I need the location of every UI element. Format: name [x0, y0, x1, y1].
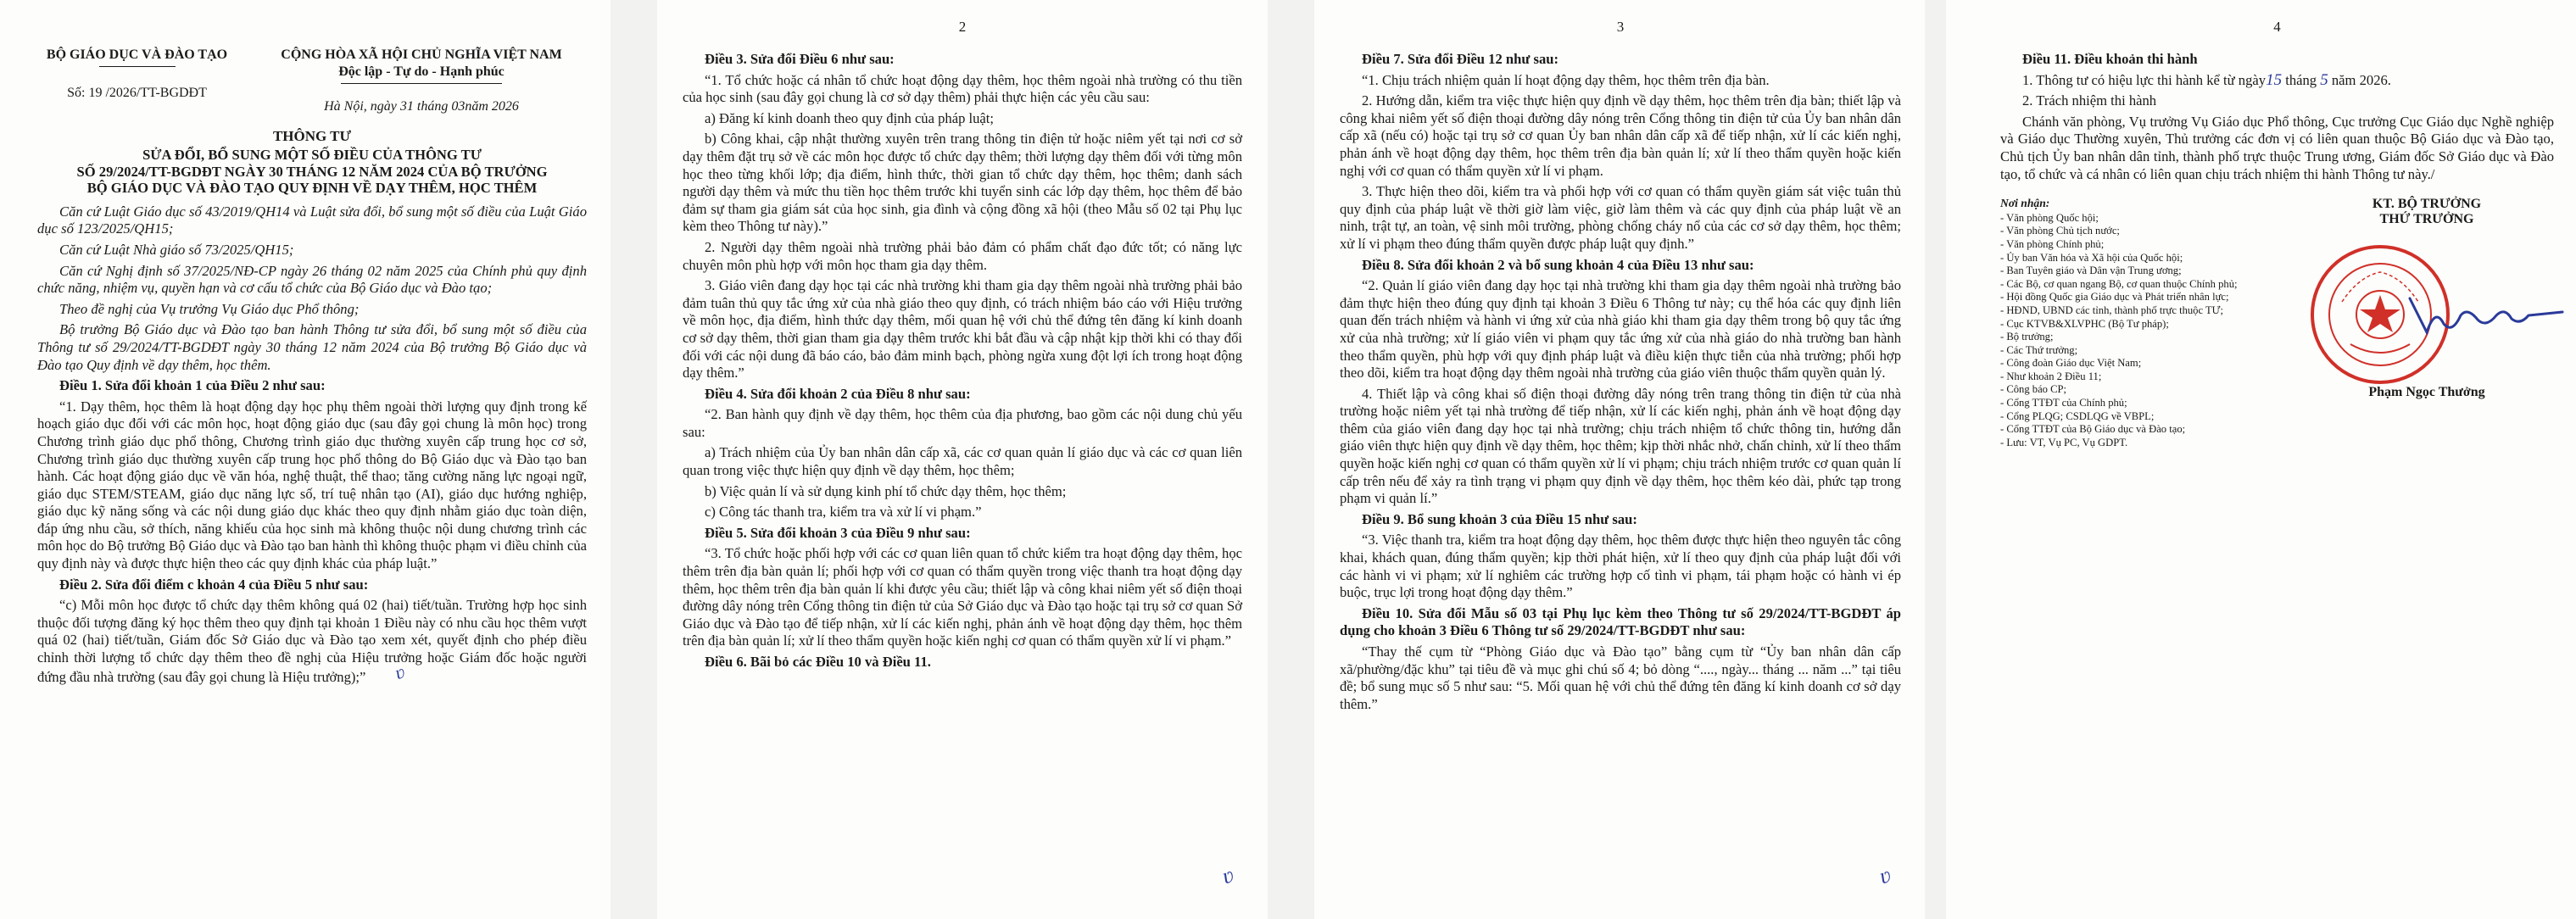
article-text: c) Công tác thanh tra, kiểm tra và xử lí vi phạm.”: [705, 504, 982, 521]
initial-mark: ʋ: [1876, 861, 1895, 889]
handwritten-day: 15: [2266, 70, 2283, 89]
article-heading: Điều 5. Sửa đổi khoản 3 của Điều 9 như sau:: [705, 524, 971, 541]
article-text: 3. Giáo viên đang dạy học tại các nhà trường khi tham gia dạy thêm ngoài nhà trường phải bảo đảm tuân thủ quy tắc ứng xử của nhà giáo theo quy định, có trách nhiệm báo cáo với Hiệu trưởng về môn học, địa điểm, hình thức dạy thêm, mối quan hệ với chủ thể đứng tên đăng kí kinh doanh cơ sở dạy thêm, thời gian tham gia dạy thêm trước khi bắt đầu và cập nhật kịp thời khi có thay đổi đối với các nội dung đã báo cáo, bảo đảm minh bạch, phòng ngừa xung đột lợi ích trong hoạt động dạy thêm.”: [683, 277, 1242, 382]
recipient-item: - Cổng PLQG; CSDLQG về VBPL;: [2000, 409, 2155, 422]
recipient-item: - Cổng TTĐT của Bộ Giáo dục và Đào tạo;: [2000, 423, 2186, 436]
article-heading: Điều 8. Sửa đổi khoản 2 và bổ sung khoản 4 của Điều 13 như sau:: [1362, 256, 1754, 273]
article-text: “1. Chịu trách nhiệm quản lí hoạt động dạy thêm, học thêm trên địa bàn.: [1362, 71, 1770, 88]
page-3: [1314, 0, 1925, 919]
legal-basis: Theo đề nghị của Vụ trưởng Vụ Giáo dục Phổ thông;: [59, 300, 360, 317]
enactment-clause: Bộ trưởng Bộ Giáo dục và Đào tạo ban hành Thông tư sửa đổi, bổ sung một số điều của Thông tư số 29/2024/TT-BGDĐT ngày 30 tháng 12 năm 2024 của Bộ trưởng Bộ Giáo dục và Đào tạo Quy định về dạy thêm, học thêm.: [37, 321, 587, 373]
initial-mark: ʋ: [1218, 861, 1238, 889]
recipient-item: - Các Thứ trưởng;: [2000, 343, 2078, 356]
page-number: 2: [958, 19, 967, 35]
issuer-block: [37, 47, 237, 114]
article-text: b) Công khai, cập nhật thường xuyên trên trang thông tin điện tử hoặc niêm yết tại nơi cơ sở dạy thêm đặt trụ sở về các môn học được tổ chức dạy thêm; thời lượng dạy thêm đối với từng môn học theo từng khối lớp; địa điểm, hình thức, thời gian tổ chức dạy thêm, học thêm; danh sách người dạy thêm và mức thu tiền học thêm trước khi tuyển sinh các lớp dạy thêm, học thêm để bảo đảm sự tham gia giám sát của học sinh, gia đình và cộng đồng xã hội (theo Mẫu số 02 tại Phụ lục kèm theo Thông tư này).”: [683, 131, 1242, 235]
recipient-item: - Bộ trưởng;: [2000, 331, 2054, 343]
nation-name: CỘNG HÒA XÃ HỘI CHỦ NGHĨA VIỆT NAM: [281, 47, 562, 62]
handwritten-signature: [2401, 281, 2571, 349]
page-number: 3: [1616, 19, 1625, 35]
article-text: 2. Người dạy thêm ngoài nhà trường phải bảo đảm có phẩm chất đạo đức tốt; có năng lực chuyên môn phù hợp với môn học tham gia dạy thêm.: [683, 238, 1242, 273]
article-text: [37, 597, 587, 686]
title-line: SỬA ĐỔI, BỔ SUNG MỘT SỐ ĐIỀU CỦA THÔNG TƯ: [142, 147, 482, 163]
signature-area: [2000, 197, 2554, 449]
recipient-item: - Văn phòng Quốc hội;: [2000, 211, 2099, 224]
page-2: [657, 0, 1268, 919]
page-1: [0, 0, 611, 919]
article-text: Chánh văn phòng, Vụ trưởng Vụ Giáo dục Phổ thông, Cục trưởng Cục Giáo dục Nghề nghiệp và Giáo dục Thường xuyên, Thủ trưởng các đơn vị có liên quan thuộc Bộ Giáo dục và Đào tạo, Chủ tịch Ủy ban nhân dân tỉnh, thành phố trực thuộc Trung ương, Giám đốc Sở Giáo dục và Đào tạo, tổ chức và cá nhân có liên quan chịu trách nhiệm thi hành Thông tư này./: [2000, 113, 2554, 182]
article-text: 2. Hướng dẫn, kiểm tra việc thực hiện quy định về dạy thêm, học thêm trên địa bàn; thiết lập và công khai niêm yết số điện thoại đường dây nóng trên Cổng thông tin điện tử của Ủy ban nhân dân cấp xã (nếu có) hoặc tại trụ sở cơ quan Ủy ban nhân dân cấp xã để tiếp nhận, xử lí các kiến nghị, phản ánh về hoạt động dạy thêm, học thêm trên địa bàn quản lí; xử lí theo thẩm quyền hoặc kiến nghị với cơ quan có thẩm quyền xử lí vi phạm.: [1340, 92, 1901, 179]
document-number: Số: 19 /2026/TT-BGDĐT: [67, 86, 207, 100]
initial-mark: ʋ: [392, 660, 408, 683]
recipient-item: - Ủy ban Văn hóa và Xã hội của Quốc hội;: [2000, 251, 2183, 264]
article-text: “2. Ban hành quy định về dạy thêm, học thêm của địa phương, bao gồm các nội dung chủ yếu sau:: [683, 406, 1242, 440]
article-text: [2000, 72, 2554, 90]
article-text: b) Việc quản lí và sử dụng kinh phí tổ chức dạy thêm, học thêm;: [705, 482, 1067, 499]
article-text: “Thay thế cụm từ “Phòng Giáo dục và Đào tạo” bằng cụm từ “Ủy ban nhân dân cấp xã/phường/đặc khu” tại tiêu đề và mục ghi chú số 4; bỏ dòng “...., ngày... tháng ... năm ...” tại tiêu đề; bổ sung mục số 5 như sau: “5. Mối quan hệ với chủ thể đứng tên đăng kí kinh doanh cơ sở dạy thêm.”: [1340, 643, 1901, 712]
recipient-item: - Văn phòng Chính phủ;: [2000, 237, 2105, 250]
recipient-item: - Như khoản 2 Điều 11;: [2000, 370, 2102, 382]
article-text: “2. Quản lí giáo viên đang dạy học tại nhà trường khi tham gia dạy thêm ngoài nhà trường bảo đảm thực hiện theo đúng quy định tại khoản 3 Điều 6 Thông tư này; cụ thể hóa các quy định liên quan đến trách nhiệm và hành vi ứng xử của nhà giáo khi tham gia dạy thêm trong bộ quy tắc ứng xử của nhà trường; xử lí giáo viên vi phạm quy tắc ứng xử của nhà giáo do nhà trường ban hành theo thẩm quyền, phù hợp với quy định pháp luật và điều kiện thực tiễn của nhà trường; phối hợp theo dõi, kiểm tra hoạt động dạy thêm ngoài nhà trường của giáo viên thuộc thẩm quyền quản lý.: [1340, 277, 1901, 382]
document-title: [37, 147, 587, 197]
document-header: [37, 47, 587, 114]
signer-title: THỨ TRƯỞNG: [2379, 212, 2474, 227]
issuing-agency: BỘ GIÁO DỤC VÀ ĐÀO TẠO: [46, 47, 228, 62]
article-text-body: “c) Mỗi môn học được tổ chức dạy thêm không quá 02 (hai) tiết/tuần. Trường hợp học sinh thuộc đối tượng đăng ký học thêm theo quy định tại khoản 1 Điều này có nhu cầu học thêm vượt quá 02 (hai) tiết/tuần, Giám đốc Sở Giáo dục và Đào tạo xem xét, quyết định cho phép điều chỉnh thời lượng tổ chức dạy thêm theo đề nghị của Hiệu trưởng hoặc Giám đốc hoặc người đứng đầu nhà trường (sau đây gọi chung là Hiệu trưởng);”: [37, 597, 587, 685]
effective-date-text: tháng: [2282, 71, 2321, 88]
article-heading: Điều 11. Điều khoản thi hành: [2022, 51, 2198, 67]
article-heading: Điều 6. Bãi bỏ các Điều 10 và Điều 11.: [705, 654, 931, 670]
title-line: BỘ GIÁO DỤC VÀ ĐÀO TẠO QUY ĐỊNH VỀ DẠY THÊM, HỌC THÊM: [86, 180, 538, 197]
national-motto: Độc lập - Tự do - Hạnh phúc: [338, 64, 505, 79]
article-heading: Điều 9. Bổ sung khoản 3 của Điều 15 như sau:: [1362, 510, 1637, 527]
page-4: [1946, 0, 2576, 919]
recipient-item: - Ban Tuyên giáo và Dân vận Trung ương;: [2000, 265, 2182, 277]
recipient-item: - HĐND, UBND các tỉnh, thành phố trực thuộc TƯ;: [2000, 304, 2223, 316]
signer-role: KT. BỘ TRƯỞNG: [2372, 197, 2482, 212]
article-text: “3. Việc thanh tra, kiểm tra hoạt động dạy thêm, học thêm được thực hiện theo nguyên tắc công khai, khách quan, đúng thẩm quyền; kịp thời phát hiện, xử lí theo quy định của pháp luật đối với các hành vi vi phạm; xử lí nghiêm các trường hợp cố tình vi phạm, tái phạm hoặc có hành vi ép buộc, trục lợi trong hoạt động dạy thêm.”: [1340, 532, 1901, 601]
recipient-item: - Cổng TTĐT của Chính phủ;: [2000, 397, 2127, 409]
effective-date-text: năm 2026.: [2328, 71, 2391, 88]
recipient-item: - Công đoàn Giáo dục Việt Nam;: [2000, 357, 2142, 370]
recipients-title: Nơi nhận:: [2000, 197, 2050, 210]
handwritten-month: 5: [2320, 70, 2328, 89]
effective-date-text: 1. Thông tư có hiệu lực thi hành kể từ ngày: [2022, 71, 2267, 88]
divider: [341, 83, 502, 84]
page-number: 4: [2273, 19, 2281, 35]
legal-basis: Căn cứ Luật Nhà giáo số 73/2025/QH15;: [59, 241, 294, 258]
article-text: “1. Tổ chức hoặc cá nhân tổ chức hoạt động dạy thêm, học thêm ngoài nhà trường có thu tiền của học sinh (sau đây gọi chung là cơ sở dạy thêm) phải thực hiện các yêu cầu sau:: [683, 71, 1242, 106]
national-header: [256, 47, 587, 114]
article-text: “3. Tổ chức hoặc phối hợp với các cơ quan liên quan tổ chức kiểm tra hoạt động dạy thêm, học thêm trên địa bàn quản lí; phối hợp với cơ quan có thẩm quyền trong việc thanh tra hoạt động dạy thêm, học thêm trên địa bàn quản lí khi được yêu cầu; thiết lập và công khai niêm yết số điện thoại đường dây nóng trên Cổng thông tin điện tử của Sở Giáo dục và Đào tạo hoặc tại trụ sở cơ quan Sở Giáo dục và Đào tạo để tiếp nhận, xử lí các kiến nghị, phản ánh về hoạt động dạy thêm, học thêm trên địa bàn quản lí; xử lí theo thẩm quyền hoặc kiến nghị cơ quan có thẩm quyền xử lí vi phạm.”: [683, 545, 1242, 649]
recipients-list: [2000, 197, 2280, 449]
recipient-item: - Các Bộ, cơ quan ngang Bộ, cơ quan thuộc Chính phủ;: [2000, 277, 2238, 290]
article-text: 4. Thiết lập và công khai số điện thoại đường dây nóng trên trang thông tin điện tử của nhà trường hoặc niêm yết tại nhà trường để tiếp nhận, xử lí các kiến nghị, phản ánh về hoạt động dạy thêm của giáo viên đang dạy học tại nhà trường; chịu trách nhiệm tổ chức thông tin, hướng dẫn giáo viên thực hiện quy định về dạy thêm, học thêm; kịp thời nhắc nhở, chấn chỉnh, xử lí theo thẩm quyền hoặc kiến nghị cơ quan có thẩm quyền xử lí vi phạm; chịu trách nhiệm trước cơ quan quản lí cấp trên nếu để xảy ra tình trạng vi phạm quy định về dạy thêm, học thêm kéo dài, phức tạp trong phạm vi quản lí.”: [1340, 385, 1901, 507]
article-text: 2. Trách nhiệm thi hành: [2022, 92, 2157, 109]
article-heading: Điều 2. Sửa đổi điểm c khoản 4 của Điều 5 như sau:: [59, 576, 369, 593]
article-text: “1. Dạy thêm, học thêm là hoạt động dạy học phụ thêm ngoài thời lượng quy định trong kế hoạch giáo dục đối với các môn học, hoạt động giáo dục (sau đây gọi chung là môn học) trong Chương trình giáo dục phổ thông, Chương trình giáo dục thường xuyên cấp trung học cơ sở, Chương trình giáo dục thường xuyên cấp trung học phổ thông do Bộ Giáo dục và Đào tạo ban hành. Các hoạt động giáo dục về văn hóa, nghệ thuật, thể thao; tăng cường năng lực ngoại ngữ, giáo dục STEM/STEAM, giáo dục năng lực số, trí tuệ nhân tạo (AI), giáo dục hướng nghiệp, giáo dục kỹ năng sống và các nội dung giáo dục khác theo quy định nhằm giáo dục toàn diện, đáp ứng nhu cầu, sở thích, năng khiếu của học sinh mà không thuộc nội dung chương trình các môn học do Bộ trưởng Bộ Giáo dục và Đào tạo ban hành thì không thuộc phạm vi điều chỉnh của quy định này và được thực hiện theo các quy định khác của pháp luật.”: [37, 398, 587, 572]
article-text: a) Đăng kí kinh doanh theo quy định của pháp luật;: [705, 109, 995, 126]
article-text: a) Trách nhiệm của Ủy ban nhân dân cấp xã, các cơ quan quản lí giáo dục và các cơ quan liên quan trong việc thực hiện quy định về dạy thêm, học thêm;: [683, 444, 1242, 479]
legal-basis: Căn cứ Luật Giáo dục số 43/2019/QH14 và Luật sửa đổi, bổ sung một số điều của Luật Giáo dục số 123/2025/QH15;: [37, 203, 587, 237]
recipient-item: - Công báo CP;: [2000, 383, 2067, 396]
document-type: THÔNG TƯ: [272, 128, 352, 144]
article-heading: Điều 7. Sửa đổi Điều 12 như sau:: [1362, 51, 1558, 67]
recipient-item: - Cục KTVB&XLVPHC (Bộ Tư pháp);: [2000, 317, 2169, 330]
article-heading: Điều 3. Sửa đổi Điều 6 như sau:: [705, 51, 895, 67]
article-heading: Điều 1. Sửa đổi khoản 1 của Điều 2 như sau:: [59, 377, 326, 394]
recipient-item: - Hội đồng Quốc gia Giáo dục và Phát triển nhân lực;: [2000, 291, 2229, 304]
title-line: SỐ 29/2024/TT-BGDĐT NGÀY 30 THÁNG 12 NĂM 2024 CỦA BỘ TRƯỞNG: [76, 163, 548, 180]
signer-name: Phạm Ngọc Thưởng: [2368, 385, 2485, 400]
recipient-item: - Văn phòng Chủ tịch nước;: [2000, 225, 2120, 237]
article-heading: Điều 10. Sửa đổi Mẫu số 03 tại Phụ lục kèm theo Thông tư số 29/2024/TT-BGDĐT áp dụng cho khoản 3 Điều 6 Thông tư số 29/2024/TT-BGDĐT như sau:: [1340, 604, 1901, 639]
article-heading: Điều 4. Sửa đổi khoản 2 của Điều 8 như sau:: [705, 385, 971, 402]
signer-block: [2300, 197, 2554, 449]
legal-basis: Căn cứ Nghị định số 37/2025/NĐ-CP ngày 26 tháng 02 năm 2025 của Chính phủ quy định chức năng, nhiệm vụ, quyền hạn và cơ cấu tổ chức của Bộ Giáo dục và Đào tạo;: [37, 262, 587, 297]
issue-date: Hà Nội, ngày 31 tháng 03năm 2026: [324, 99, 519, 114]
recipient-item: - Lưu: VT, Vụ PC, Vụ GDPT.: [2000, 436, 2128, 448]
divider: [99, 66, 176, 67]
article-text: 3. Thực hiện theo dõi, kiểm tra và phối hợp với cơ quan có thẩm quyền giám sát việc tuân thủ quy định của pháp luật về thời giờ làm việc, giờ làm thêm và các quy định của pháp luật về an ninh, trật tự, an toàn, vệ sinh môi trường, phòng chống cháy nổ của các cơ sở dạy thêm, học thêm; xử lí vi phạm theo đúng thẩm quyền được pháp luật quy định.”: [1340, 183, 1901, 252]
